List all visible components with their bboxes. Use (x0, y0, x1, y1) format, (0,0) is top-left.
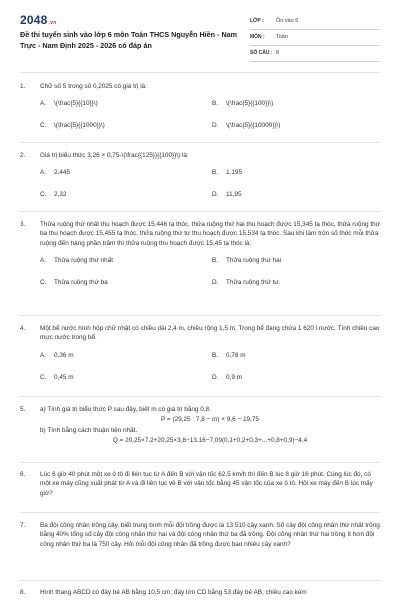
question-number: 4. (20, 325, 26, 332)
option-text: Thửa ruộng thứ nhất (54, 256, 114, 264)
question-number: 1. (20, 83, 26, 90)
logo-text: 2048 (20, 13, 48, 27)
question-6 (20, 470, 380, 498)
question-text: Chữ số 5 trong số 0,2025 có giá trị là: (40, 83, 147, 90)
question-1 (20, 82, 380, 139)
option-b[interactable] (212, 256, 382, 265)
option-b[interactable] (212, 168, 382, 177)
question-text: Một bể nước hình hộp chữ nhật có chiều dài 2,4 m, chiều rộng 1,5 m. Trong bể đang chứa 1 620 l nước. Tính chiều cao mực nước trong bể. (40, 325, 380, 342)
exam-meta (250, 14, 380, 62)
option-letter: D. (212, 373, 219, 381)
meta-label: LỚP : (250, 18, 264, 24)
question-text: Thửa ruộng thứ nhất thu hoạch được 15,446 tạ thóc, thửa ruộng thứ hai thu hoạch được 15,345 tạ thóc, thửa ruộng thứ ba thu hoạch được 15,455 tạ thóc, thửa ruộng thứ tư thu hoạch được 15,534 tạ thóc. Sau khi làm tròn số thóc mỗi thửa ruộng đến hàng phần trăm thì thửa ruộng thu hoạch được 15,45 tạ thóc là: (40, 221, 380, 247)
question-number: 8. (20, 589, 26, 596)
option-text: 0,9 m (226, 373, 242, 381)
exam-header (20, 12, 380, 60)
answer-options (40, 256, 380, 296)
option-letter: A. (40, 256, 47, 264)
option-a[interactable] (40, 99, 210, 108)
option-b[interactable] (212, 351, 382, 360)
meta-row-grade (250, 14, 380, 30)
option-letter: C. (40, 122, 47, 130)
question-text: Giá trị biểu thức 3,26 × 0,75-\(\frac{{125}}{{100}}\) là: (40, 152, 189, 159)
answer-options (40, 351, 380, 391)
option-letter: B. (212, 100, 219, 108)
meta-row-subject (250, 30, 380, 46)
option-letter: B. (212, 351, 219, 359)
option-letter: A. (40, 100, 47, 108)
meta-value: Toán (276, 34, 288, 40)
divider (20, 512, 380, 513)
option-b[interactable] (212, 99, 382, 108)
option-letter: B. (212, 256, 219, 264)
question-text: Lúc 6 giờ 40 phút một xe ô tô đi liên tục từ A đến B với vận tốc 62,5 km/h thì đến B lúc 8 giờ 16 phút. Cùng lúc đó, có một xe máy cũng xuất phát từ A và đi liên tục về B với vận tốc bằng 45 vận tốc của xe ô tô. Hỏi xe máy đến B lúc mấy giờ? (40, 471, 373, 497)
divider (20, 142, 380, 143)
question-part-a: a) Tính giá trị biểu thức P sau đây, biết m có giá trị bằng 0,8. (40, 406, 211, 413)
meta-label: MÔN : (250, 34, 265, 40)
answer-options (40, 168, 380, 208)
option-text: \(\frac{5}{{100}}\) (226, 100, 274, 108)
option-text: 0,45 m (54, 373, 74, 381)
meta-row-count (250, 46, 380, 62)
option-text: 11,95 (226, 191, 242, 199)
divider (20, 580, 380, 581)
question-8 (20, 588, 380, 597)
question-5 (20, 405, 380, 446)
option-c[interactable] (40, 190, 210, 199)
option-letter: D. (212, 278, 219, 286)
option-letter: D. (212, 122, 219, 130)
answer-options (40, 99, 380, 139)
divider (20, 396, 380, 397)
formula-q: Q = 20,25×7,2+20,25×3,8−13,16−7,09(0,1+0,2+0,3+...+0,8+0,9)−4,4 (112, 436, 308, 444)
option-letter: A. (40, 351, 47, 359)
option-text: \(\frac{5}{{1000}}\) (54, 122, 105, 130)
question-number: 3. (20, 221, 26, 228)
question-7 (20, 521, 380, 549)
exam-title: Đề thi tuyển sinh vào lớp 6 môn Toán THCS Nguyễn Hiền - Nam Trực - Nam Định 2025 - 2026 có đáp án (20, 30, 238, 50)
option-text: Thửa ruộng thứ hai (226, 256, 282, 264)
option-a[interactable] (40, 168, 210, 177)
meta-value: 8 (276, 50, 280, 56)
option-d[interactable] (212, 278, 382, 287)
meta-label: SỐ CÂU : (250, 50, 273, 56)
divider (20, 72, 380, 73)
option-letter: D. (212, 191, 219, 199)
option-text: 2,445 (54, 169, 70, 177)
question-text: Ba đội công nhân trồng cây, biết trung bình mỗi đội trồng được là 13 510 cây xanh. Số cây đội công nhân thứ nhất trồng bằng 40% tổng số cây đội công nhân thứ hai và đội công nhân thứ ba đã trồng. Đội công nhân thứ hai trồng ít hơn đội công nhân thứ ba là 750 cây. Hỏi mỗi đội công nhân đã trồng được bao nhiêu cây xanh? (40, 522, 380, 548)
site-logo[interactable] (20, 12, 56, 29)
option-text: \(\frac{5}{{10000}}\) (226, 122, 281, 130)
divider (20, 211, 380, 212)
option-d[interactable] (212, 190, 382, 199)
option-d[interactable] (212, 373, 382, 382)
option-a[interactable] (40, 256, 210, 265)
question-body (40, 405, 380, 445)
logo-suffix: .vn (48, 20, 57, 26)
question-part-b: b) Tính bằng cách thuận tiện nhất. (40, 426, 138, 434)
question-number: 5. (20, 406, 26, 413)
option-text: 1,195 (226, 169, 242, 177)
option-text: Thửa ruộng thứ tư. (226, 278, 281, 286)
question-number: 2. (20, 152, 26, 159)
option-letter: A. (40, 169, 47, 177)
option-d[interactable] (212, 121, 382, 130)
formula-p: P = (29,25 : 7,8 − m) × 9,6 − 19,75 (161, 416, 259, 424)
meta-value: Ôn vào 6 (276, 18, 299, 24)
option-letter: C. (40, 278, 47, 286)
question-number: 6. (20, 471, 26, 478)
question-3 (20, 220, 380, 296)
option-text: 2,32 (54, 191, 67, 199)
option-letter: C. (40, 191, 47, 199)
question-4 (20, 324, 380, 391)
option-text: 0,78 m (226, 351, 246, 359)
option-c[interactable] (40, 373, 210, 382)
option-a[interactable] (40, 351, 210, 360)
question-text: Hình thang ABCD có đáy bé AB bằng 10,5 cm; đáy lớn CD bằng 53 đáy bé AB, chiều cao kém (40, 589, 307, 596)
question-number: 7. (20, 522, 26, 529)
option-letter: B. (212, 169, 219, 177)
option-text: 0,36 m (54, 351, 74, 359)
divider (20, 462, 380, 463)
option-c[interactable] (40, 121, 210, 130)
option-text: \(\frac{5}{{10}}\) (54, 100, 98, 108)
option-letter: C. (40, 373, 47, 381)
question-2 (20, 151, 380, 208)
option-text: Thửa ruộng thứ ba (54, 278, 108, 286)
option-c[interactable] (40, 278, 210, 287)
divider (20, 315, 380, 316)
